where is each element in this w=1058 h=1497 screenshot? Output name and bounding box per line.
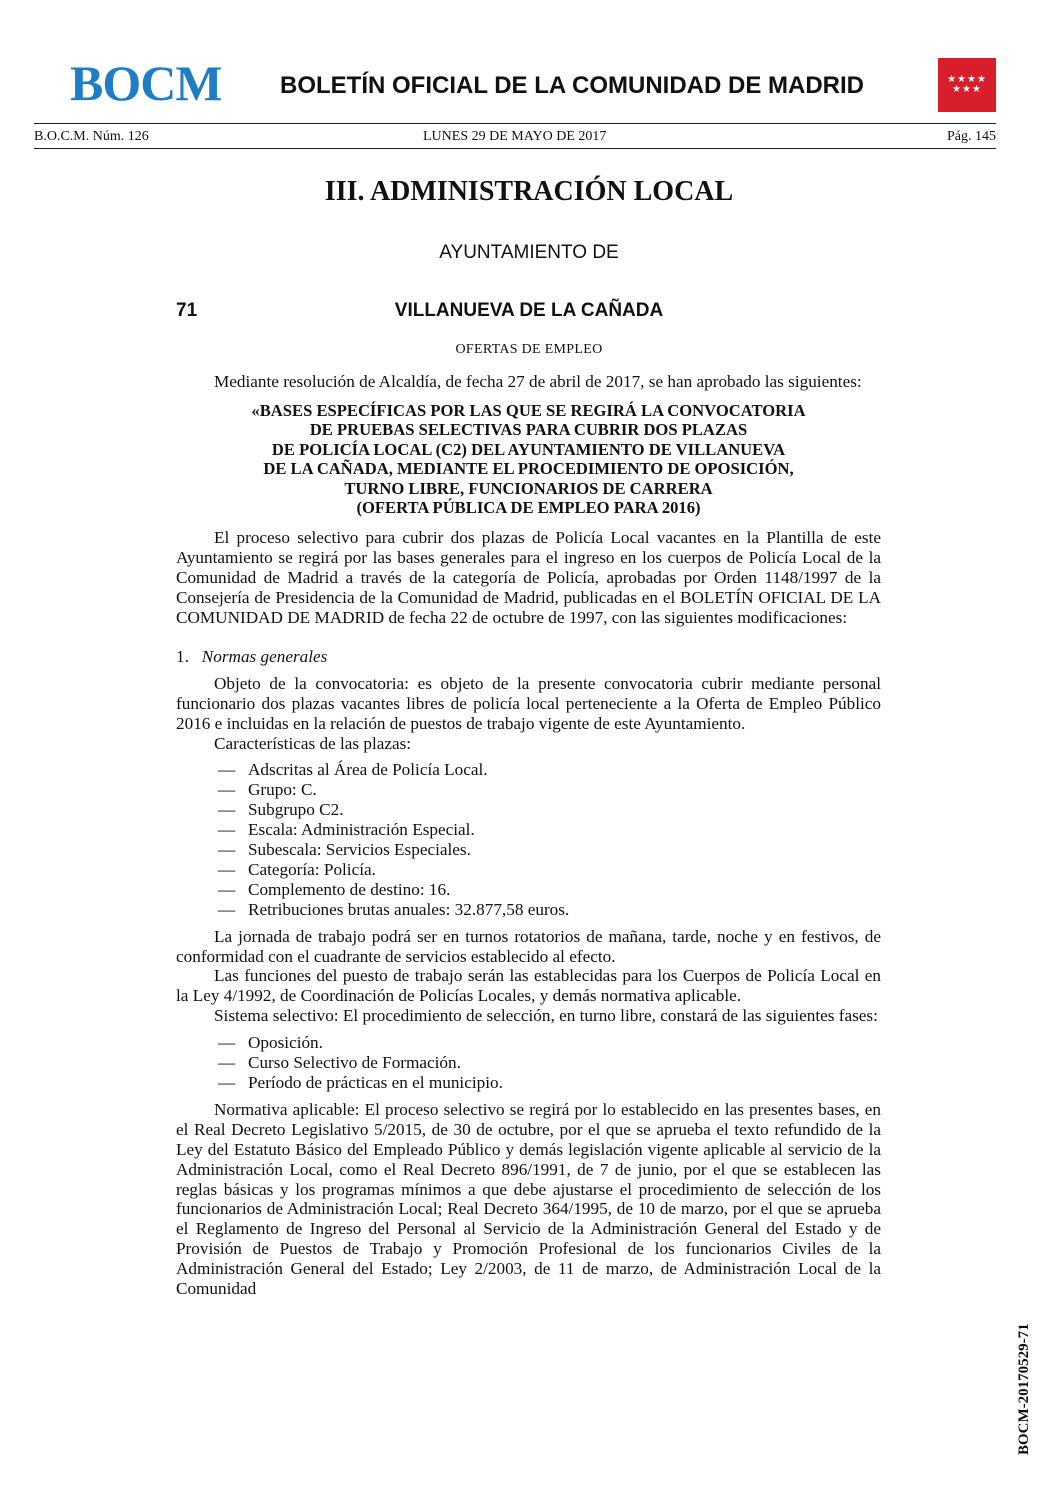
madrid-flag-icon: ★★★★ ★★★ bbox=[938, 58, 996, 112]
anuncio-number: 71 bbox=[176, 300, 198, 321]
list-item: — Período de prácticas en el municipio. bbox=[176, 1073, 881, 1093]
list-item: — Grupo: C. bbox=[176, 780, 881, 800]
list-item: — Curso Selectivo de Formación. bbox=[176, 1053, 881, 1073]
objeto-paragraph: Objeto de la convocatoria: es objeto de la presente convocatoria cubrir mediante personal funcionario dos plazas vacantes libres de policía local perteneciente a la Oferta de Empleo Público 2016 e incluidas en la relación de puestos de trabajo vigente de este Ayuntamiento. bbox=[176, 673, 881, 733]
topic-label: OFERTAS DE EMPLEO bbox=[455, 342, 603, 357]
header-rule bbox=[34, 123, 996, 124]
list-item: — Categoría: Policía. bbox=[176, 860, 881, 880]
side-code: BOCM-20170529-71 bbox=[1016, 1323, 1032, 1455]
bases-title-line: DE LA CAÑADA, MEDIANTE EL PROCEDIMIENTO DE OPOSICIÓN, bbox=[263, 459, 794, 479]
ayuntamiento-label: AYUNTAMIENTO DE bbox=[439, 242, 619, 263]
bases-title-line: TURNO LIBRE, FUNCIONARIOS DE CARRERA bbox=[344, 478, 713, 498]
list-item: — Oposición. bbox=[176, 1033, 881, 1053]
jornada-paragraph: La jornada de trabajo podrá ser en turnos rotatorios de mañana, tarde, noche y en festivos, de conformidad con el cuadrante de servicios establecido al efecto. bbox=[176, 926, 881, 966]
normas-number: 1. bbox=[176, 646, 189, 666]
bases-title bbox=[176, 401, 881, 517]
page-number: Pág. 145 bbox=[947, 129, 996, 144]
document-body bbox=[176, 372, 881, 1299]
bases-title-line: DE PRUEBAS SELECTIVAS PARA CUBRIR DOS PLAZAS bbox=[309, 420, 748, 440]
subheader-rule bbox=[34, 148, 996, 149]
municipality-name: VILLANUEVA DE LA CAÑADA bbox=[394, 300, 664, 321]
section-title: III. ADMINISTRACIÓN LOCAL bbox=[324, 176, 734, 207]
list-item: — Escala: Administración Especial. bbox=[176, 820, 881, 840]
list-item: — Retribuciones brutas anuales: 32.877,58 euros. bbox=[176, 900, 881, 920]
fases-list bbox=[176, 1033, 881, 1093]
caracteristicas-label: Características de las plazas: bbox=[214, 733, 412, 753]
list-item: — Subgrupo C2. bbox=[176, 800, 881, 820]
intro-paragraph: Mediante resolución de Alcaldía, de fecha 27 de abril de 2017, se han aprobado las siguientes: bbox=[214, 372, 862, 391]
caracteristicas-list bbox=[176, 760, 881, 919]
issue-number: B.O.C.M. Núm. 126 bbox=[34, 129, 149, 144]
issue-date: LUNES 29 DE MAYO DE 2017 bbox=[423, 129, 607, 144]
masthead-title: BOLETÍN OFICIAL DE LA COMUNIDAD DE MADRID bbox=[280, 72, 864, 99]
list-item: — Subescala: Servicios Especiales. bbox=[176, 840, 881, 860]
funciones-paragraph: Las funciones del puesto de trabajo serán las establecidas para los Cuerpos de Policía Local en la Ley 4/1992, de Coordinación de Policías Locales, y demás normativa aplicable. bbox=[176, 966, 881, 1006]
list-item: — Adscritas al Área de Policía Local. bbox=[176, 760, 881, 780]
normativa-paragraph: Normativa aplicable: El proceso selectivo se regirá por lo establecido en las presentes bases, en el Real Decreto Legislativo 5/2015, de 30 de octubre, por el que se aprueba el texto refundido de la Ley del Estatuto Básico del Empleado Público y demás legislación vigente aplicable al servicio de la Administración Local, como el Real Decreto 896/1991, de 7 de junio, por el que se establecen las reglas básicas y los programas mínimos a que debe ajustarse el procedimiento de selección de los funcionarios de Administración Local; Real Decreto 364/1995, de 10 de marzo, por el que se aprueba el Reglamento de Ingreso del Personal al Servicio de la Administración General del Estado y de Provisión de Puestos de Trabajo y Promoción Profesional de los funcionarios Civiles de la Administración General del Estado; Ley 2/2003, de 11 de marzo, de Administración Local de la Comunidad bbox=[176, 1099, 881, 1299]
bases-title-line: DE POLICÍA LOCAL (C2) DEL AYUNTAMIENTO DE VILLANUEVA bbox=[271, 439, 786, 459]
bases-title-line: «BASES ESPECÍFICAS POR LAS QUE SE REGIRÁ LA CONVOCATORIA bbox=[251, 400, 806, 420]
sistema-paragraph: Sistema selectivo: El procedimiento de selección, en turno libre, constará de las siguientes fases: bbox=[214, 1006, 878, 1026]
normas-title: Normas generales bbox=[201, 646, 328, 666]
list-item: — Complemento de destino: 16. bbox=[176, 880, 881, 900]
proceso-paragraph: El proceso selectivo para cubrir dos plazas de Policía Local vacantes en la Plantilla de este Ayuntamiento se regirá por las bases generales para el ingreso en los cuerpos de Policía Local de la Comunidad de Madrid a través de la categoría de Policía, aprobadas por Orden 1148/1997 de la Consejería de Presidencia de la Comunidad de Madrid, publicadas en el BOLETÍN OFICIAL DE LA COMUNIDAD DE MADRID de fecha 22 de octubre de 1997, con las siguientes modificaciones: bbox=[176, 528, 881, 627]
bocm-logo: BOCM bbox=[70, 55, 222, 111]
normas-heading bbox=[176, 647, 881, 667]
bases-title-line: (OFERTA PÚBLICA DE EMPLEO PARA 2016) bbox=[356, 497, 701, 517]
